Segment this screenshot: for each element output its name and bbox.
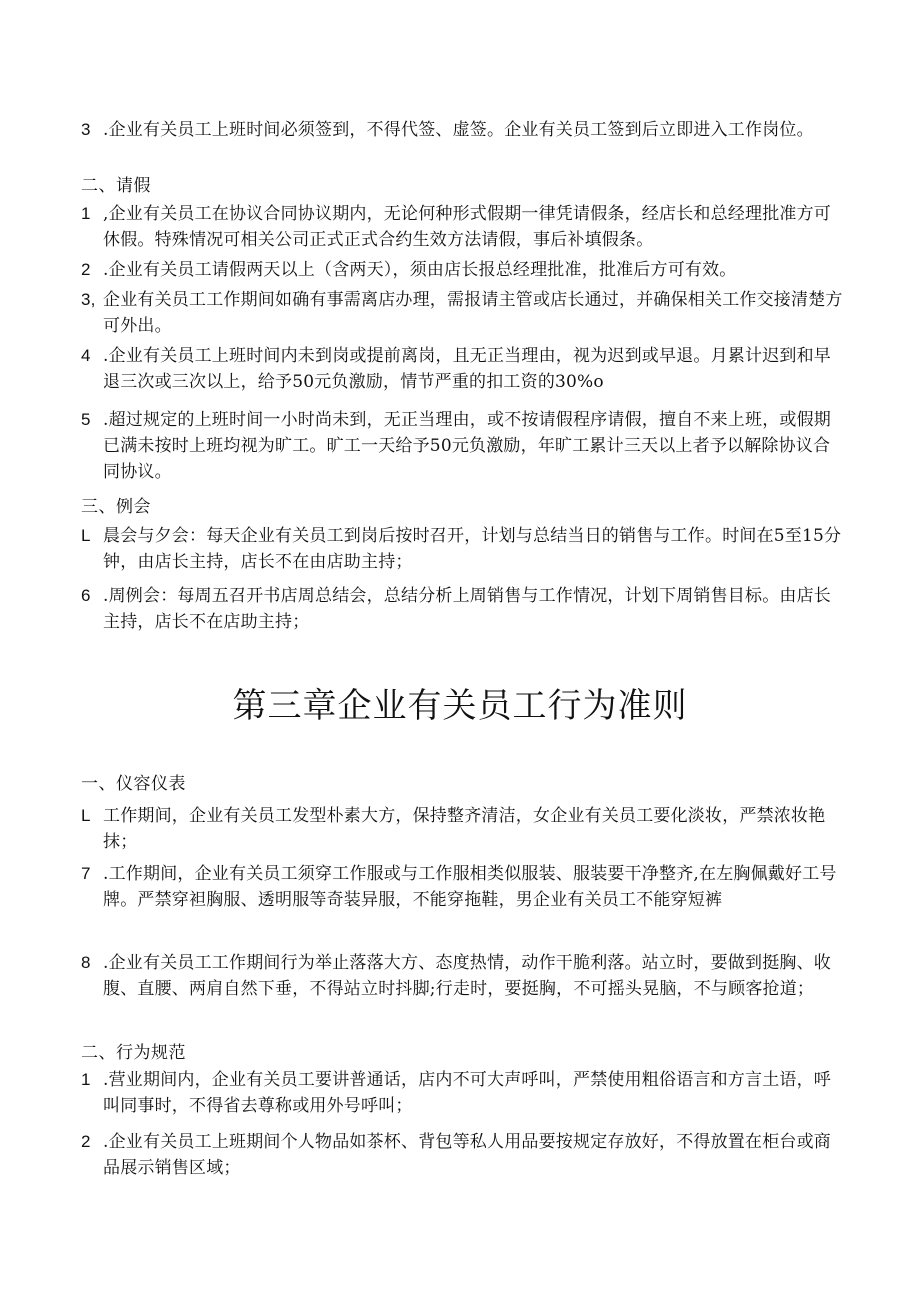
item-text: .工作期间，企业有关员工须穿工作服或与工作服相类似服装、服装要干净整齐,在左胸佩戴好工号牌。严禁穿袒胸服、透明服等奇装异服，不能穿拖鞋，男企业有关员工不能穿短裤 xyxy=(103,864,837,910)
item-number: 1 xyxy=(81,1070,91,1089)
attendance-item-3 xyxy=(81,117,846,143)
item-number: 4 xyxy=(81,346,91,365)
item-text: .企业有关员工上班时间必须签到，不得代签、虚签。企业有关员工签到后立即进入工作岗位。 xyxy=(103,120,814,140)
item-text: 晨会与夕会：每天企业有关员工到岗后按时召开，计划与总结当日的销售与工作。时间在5至15分钟，由店长主持，店长不在由店助主持； xyxy=(103,526,842,572)
item-text: .营业期间内，企业有关员工要讲普通话，店内不可大声呼叫，严禁使用粗俗语言和方言土语，呼叫同事时，不得省去尊称或用外号呼叫； xyxy=(103,1070,832,1116)
behavior-item-2 xyxy=(81,1129,846,1181)
appearance-item-1 xyxy=(81,803,846,855)
appearance-item-7 xyxy=(81,861,846,913)
leave-item-4 xyxy=(81,343,846,395)
leave-item-1 xyxy=(81,201,846,253)
item-number: L xyxy=(81,526,91,545)
item-number: 7 xyxy=(81,864,91,883)
meeting-item-daily xyxy=(81,523,846,575)
item-text: .企业有关员工工作期间行为举止落落大方、态度热情，动作干脆利落。站立时，要做到挺胸、收腹、直腰、两肩自然下垂，不得站立时抖脚;行走时，要挺胸，不可摇头晃脑，不与顾客抢道； xyxy=(103,953,832,999)
item-text: ,企业有关员工在协议合同协议期内，无论何种形式假期一律凭请假条，经店长和总经理批准方可休假。特殊情况可相关公司正式正式合约生效方法请假，事后补填假条。 xyxy=(103,204,832,250)
behavior-item-1 xyxy=(81,1067,846,1119)
item-text: 企业有关员工工作期间如确有事需离店办理，需报请主管或店长通过，并确保相关工作交接清楚方可外出。 xyxy=(103,290,843,336)
item-text: .企业有关员工上班期间个人物品如茶杯、背包等私人用品要按规定存放好，不得放置在柜台或商品展示销售区域； xyxy=(103,1132,832,1178)
meeting-item-weekly xyxy=(81,583,846,635)
leave-item-2 xyxy=(81,257,846,283)
section-heading-appearance: 一、仪容仪表 xyxy=(81,774,186,794)
section-heading-meeting: 三、例会 xyxy=(81,497,151,517)
section-heading-behavior: 二、行为规范 xyxy=(81,1043,186,1063)
item-number: 3 xyxy=(81,120,91,139)
item-text: .超过规定的上班时间一小时尚未到，无正当理由，或不按请假程序请假，擅自不来上班，或假期已满未按时上班均视为旷工。旷工一天给予50元负激励，年旷工累计三天以上者予以解除协议合同协议。 xyxy=(103,410,832,482)
item-text: 工作期间，企业有关员工发型朴素大方，保持整齐清洁，女企业有关员工要化淡妆，严禁浓妆艳抹； xyxy=(103,806,826,852)
item-number: 2 xyxy=(81,260,91,279)
item-number: 5 xyxy=(81,410,91,429)
leave-item-3 xyxy=(81,287,846,339)
item-number: 2 xyxy=(81,1132,91,1151)
leave-item-5 xyxy=(81,407,846,485)
item-number: 1 xyxy=(81,204,91,223)
item-number: L xyxy=(81,806,91,825)
section-heading-leave: 二、请假 xyxy=(81,176,151,196)
item-number: 8 xyxy=(81,953,91,972)
item-number: 3, xyxy=(81,290,96,309)
chapter-title: 第三章企业有关员工行为准则 xyxy=(232,686,688,726)
item-text: .企业有关员工上班时间内未到岗或提前离岗，且无正当理由，视为迟到或早退。月累计迟到和早退三次或三次以上，给予50元负激励，情节严重的扣工资的30%o xyxy=(103,346,832,392)
item-text: .企业有关员工请假两天以上（含两天），须由店长报总经理批准，批准后方可有效。 xyxy=(103,260,737,280)
item-text: .周例会：每周五召开书店周总结会，总结分析上周销售与工作情况，计划下周销售目标。由店长主持，店长不在店助主持； xyxy=(103,586,832,632)
appearance-item-8 xyxy=(81,950,846,1002)
item-number: 6 xyxy=(81,586,91,605)
